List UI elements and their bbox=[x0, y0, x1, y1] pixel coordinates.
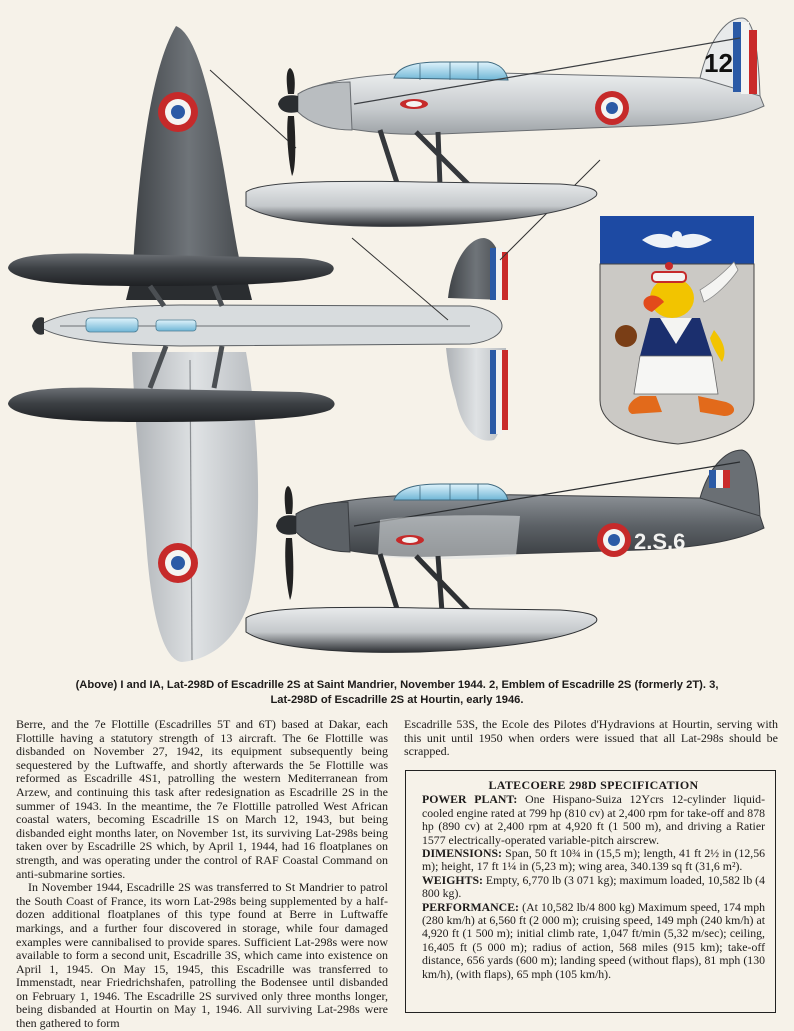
tail-number: 12 bbox=[704, 48, 733, 78]
body-column-right bbox=[404, 718, 778, 759]
body-paragraph-1: Berre, and the 7e Flottille (Escadrilles 5T and 6T) based at Dakar, each Flottille having a statutory strength of 13 aircraft. The 6e Flottille was disbanded on November 27, 1942, its equipment subsequently being sequestered by the Luftwaffe, and shortly afterwards the 5e Flottille was reformed as Escadrille 4S1, patrolling the western Mediterranean from Arzew, and continuing this task after redesignation as Escadrille 2S in the summer of 1943. In the meantime, the 7e Flottille patrolled West African coastal waters, becoming Escadrille 1S on March 12, 1943, but being disbanded eight months later, on November 1st, its surviving Lat-298s being taken over by Escadrille 2S which, by April 1, 1944, had 16 floatplanes on strength, and was operating under the control of RAF Coastal Command on anti-submarine sorties. bbox=[16, 717, 388, 881]
roundel-upper-wing bbox=[158, 92, 198, 132]
spec-dim-label: DIMENSIONS: bbox=[422, 846, 502, 861]
spec-power-plant bbox=[422, 793, 765, 847]
roundel-lower-wing bbox=[158, 543, 198, 583]
spec-dim-text: Span, 50 ft 10¾ in (15,5 m); length, 41 ft 2½ in (12,56 m); height, 17 ft 1¼ in (5,23 m); wing area, 340.139 sq ft (31,6 m²). bbox=[422, 846, 766, 874]
spec-wt-text: Empty, 6,770 lb (3 071 kg); maximum loaded, 10,582 lb (4 800 kg). bbox=[422, 872, 765, 901]
specification-box bbox=[405, 770, 776, 1013]
spec-title: LATECOERE 298D SPECIFICATION bbox=[488, 778, 699, 792]
caption-line-1: (Above) I and IA, Lat-298D of Escadrille 2S at Saint Mandrier, November 1944. 2, Emblem of Escadrille 2S (formerly 2T). 3, bbox=[75, 679, 719, 691]
body-paragraph-2: In November 1944, Escadrille 2S was transferred to St Mandrier to patrol the South Coast of France, its worn Lat-298s being supplemented by a half-dozen additional floatplanes of this type found at Berre in Luftwaffe markings, and a further four discovered in storage, while four damaged examples were cannibalised to provide spares. Sufficient Lat-298s were now available to form a second unit, Escadrille 3S, which came into existence on April 1, 1945. On May 15, 1945, this Escadrille was transferred to Immenstadt, near Friedrichshafen, patrolling the Bodensee until disbanded on February 1, 1946. The Escadrille 2S survived only three months longer, being disbanded at Hourtin on May 1, 1946. All surviving Lat-298s were then gathered to form bbox=[16, 880, 388, 1031]
spec-wt-label: WEIGHTS: bbox=[422, 872, 483, 887]
spec-performance bbox=[422, 901, 765, 981]
body-paragraph-3: Escadrille 53S, the Ecole des Pilotes d'Hydravions at Hourtin, serving with this unit until 1950 when orders were issued that all Lat-298s should be scrapped. bbox=[404, 717, 778, 759]
spec-perf-label: PERFORMANCE: bbox=[422, 899, 519, 914]
spec-dimensions bbox=[422, 847, 765, 874]
spec-perf-text: (At 10,582 lb/4 800 kg) Maximum speed, 174 mph (280 km/h) at 6,560 ft (2 000 m); cruising speed, 149 mph (240 km/h) at 4,920 ft (1 500 m); initial climb rate, 1,047 ft/min (5,32 m/sec); ceiling, 16,405 ft (5 000 m); radius of action, 568 miles (915 km); take-off distance, 656 yards (600 m); landing speed (without flaps), 81 mph (130 km/h), (with flaps), 65 mph (105 km/h). bbox=[422, 899, 766, 981]
side-view-aircraft-3 bbox=[246, 450, 764, 652]
spec-power-text: One Hispano-Suiza 12Ycrs 12-cylinder liquid-cooled engine rated at 799 hp (810 cv) at 2,400 rpm for take-off and 878 hp (890 cv) at 2,400 rpm at 4,920 ft (1 500 m), and driving a Ratier 1577 electrically-operated variable-pitch airscrew. bbox=[422, 792, 766, 847]
aircraft-code: 2.S.6 bbox=[634, 529, 686, 554]
figure-caption bbox=[12, 678, 782, 708]
spec-weights bbox=[422, 874, 765, 901]
body-column-left bbox=[16, 718, 388, 1031]
escadrille-emblem bbox=[600, 216, 754, 444]
caption-line-2: Lat-298D of Escadrille 2S at Hourtin, early 1946. bbox=[270, 694, 524, 706]
spec-power-label: POWER PLANT: bbox=[422, 792, 518, 807]
